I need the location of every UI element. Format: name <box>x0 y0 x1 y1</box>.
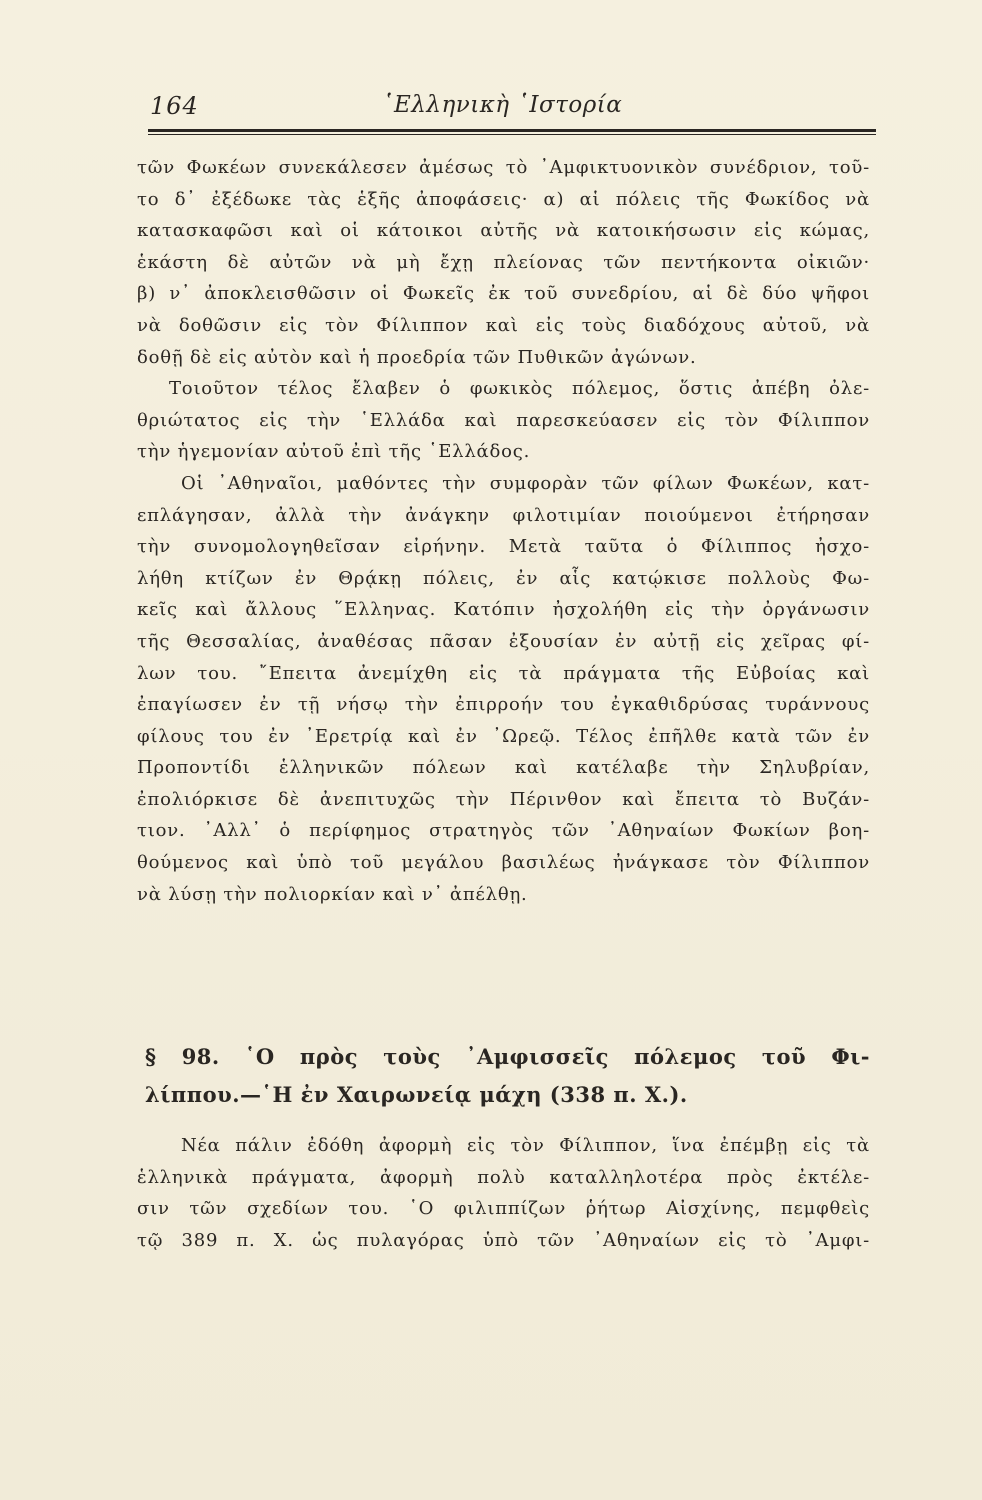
text-line: νὰ λύσῃ τὴν πολιορκίαν καὶ ν᾿ ἀπέλθῃ. <box>137 883 528 905</box>
text-line: νὰ δοθῶσιν εἰς τὸν Φίλιππον καὶ εἰς τοὺς διαδόχους αὐτοῦ, νὰ <box>137 314 870 336</box>
text-line: Νέα πάλιν ἐδόθη ἀφορμὴ εἰς τὸν Φίλιππον, ἵνα ἐπέμβῃ εἰς τὰ <box>181 1135 870 1156</box>
text-line: ἐπαγίωσεν ἐν τῇ νήσῳ τὴν ἐπιρροήν του ἐγκαθιδρύσας τυράννους <box>137 694 870 716</box>
text-line: τιον. ᾿Αλλ᾿ ὁ περίφημος στρατηγὸς τῶν ᾿Αθηναίων Φωκίων βοη- <box>137 820 870 842</box>
text-line: τῶν Φωκέων συνεκάλεσεν ἀμέσως τὸ ᾿Αμφικτυονικὸν συνέδριον, τοῦ- <box>137 157 870 178</box>
section-heading-line-1: § 98. ῾Ο πρὸς τοὺς ᾿Αμφισσεῖς πόλεμος τοῦ Φι- <box>145 1044 870 1069</box>
page-number: 164 <box>150 92 199 120</box>
text-line: Προποντίδι ἑλληνικῶν πόλεων καὶ κατέλαβε τὴν Σηλυβρίαν, <box>137 757 870 779</box>
text-line: θούμενος καὶ ὑπὸ τοῦ μεγάλου βασιλέως ἠνάγκασε τὸν Φίλιππον <box>137 852 870 874</box>
section-heading <box>145 1038 870 1114</box>
text-line: θριώτατος εἰς τὴν ῾Ελλάδα καὶ παρεσκεύασεν εἰς τὸν Φίλιππον <box>137 409 870 431</box>
text-line: ἐπολιόρκισε δὲ ἀνεπιτυχῶς τὴν Πέρινθον καὶ ἔπειτα τὸ Βυζάν- <box>137 788 870 810</box>
text-line: Οἱ ᾿Αθηναῖοι, μαθόντες τὴν συμφορὰν τῶν φίλων Φωκέων, κατ- <box>181 472 870 494</box>
text-line: β) ν᾿ ἀποκλεισθῶσιν οἱ Φωκεῖς ἐκ τοῦ συνεδρίου, αἱ δὲ δύο ψῆφοι <box>137 283 870 305</box>
text-line: τὴν συνομολογηθεῖσαν εἰρήνην. Μετὰ ταῦτα ὁ Φίλιππος ἠσχο- <box>137 536 870 558</box>
text-line: τὴν ἡγεμονίαν αὐτοῦ ἐπὶ τῆς ῾Ελλάδος. <box>137 441 531 463</box>
text-line: το δ᾿ ἐξέδωκε τὰς ἑξῆς ἀποφάσεις· α) αἱ πόλεις τῆς Φωκίδος νὰ <box>137 188 870 210</box>
main-text <box>137 152 870 910</box>
running-title: ῾Ελληνικὴ ῾Ιστορία <box>382 92 623 118</box>
text-line: δοθῇ δὲ εἰς αὐτὸν καὶ ἡ προεδρία τῶν Πυθικῶν ἀγώνων. <box>137 346 697 368</box>
text-line: φίλους του ἐν ᾿Ερετρίᾳ καὶ ἐν ᾿Ωρεῷ. Τέλος ἐπῆλθε κατὰ τῶν ἐν <box>137 725 870 747</box>
text-line: ἑλληνικὰ πράγματα, ἀφορμὴ πολὺ καταλληλοτέρα πρὸς ἐκτέλε- <box>137 1166 870 1188</box>
paragraph-2 <box>137 373 870 468</box>
text-line: λων του. ῎Επειτα ἀνεμίχθη εἰς τὰ πράγματα τῆς Εὐβοίας καὶ <box>137 662 870 684</box>
header-rule-thin <box>148 134 876 135</box>
text-line: Τοιοῦτον τέλος ἔλαβεν ὁ φωκικὸς πόλεμος, ὅστις ἀπέβη ὀλε- <box>169 378 870 400</box>
text-line: κατασκαφῶσι καὶ οἱ κάτοικοι αὐτῆς νὰ κατοικήσωσιν εἰς κώμας, <box>137 220 870 242</box>
header-rule <box>148 129 876 132</box>
section-heading-line-2: λίππου.—῾Η ἐν Χαιρωνείᾳ μάχη (338 π. Χ.). <box>145 1082 688 1107</box>
paragraph-1 <box>137 152 870 373</box>
text-line: κεῖς καὶ ἄλλους ῞Ελληνας. Κατόπιν ἠσχολήθη εἰς τὴν ὀργάνωσιν <box>137 599 870 621</box>
text-line: τῷ 389 π. Χ. ὡς πυλαγόρας ὑπὸ τῶν ᾿Αθηναίων εἰς τὸ ᾿Αμφι- <box>137 1229 870 1251</box>
text-line: λήθη κτίζων ἐν Θρᾴκῃ πόλεις, ἐν αἷς κατῴκισε πολλοὺς Φω- <box>137 567 870 589</box>
text-line: τῆς Θεσσαλίας, ἀναθέσας πᾶσαν ἐξουσίαν ἐν αὐτῇ εἰς χεῖρας φί- <box>137 630 870 652</box>
section-paragraph <box>137 1130 870 1256</box>
text-line: επλάγησαν, ἀλλὰ τὴν ἀνάγκην φιλοτιμίαν ποιούμενοι ἐτήρησαν <box>137 504 870 526</box>
page-header <box>150 92 872 126</box>
text-line: ἑκάστη δὲ αὐτῶν νὰ μὴ ἔχῃ πλείονας τῶν πεντήκοντα οἰκιῶν· <box>137 251 870 273</box>
text-line: σιν τῶν σχεδίων του. ῾Ο φιλιππίζων ῥήτωρ Αἰσχίνης, πεμφθεὶς <box>137 1198 870 1220</box>
paragraph-3 <box>137 468 870 910</box>
